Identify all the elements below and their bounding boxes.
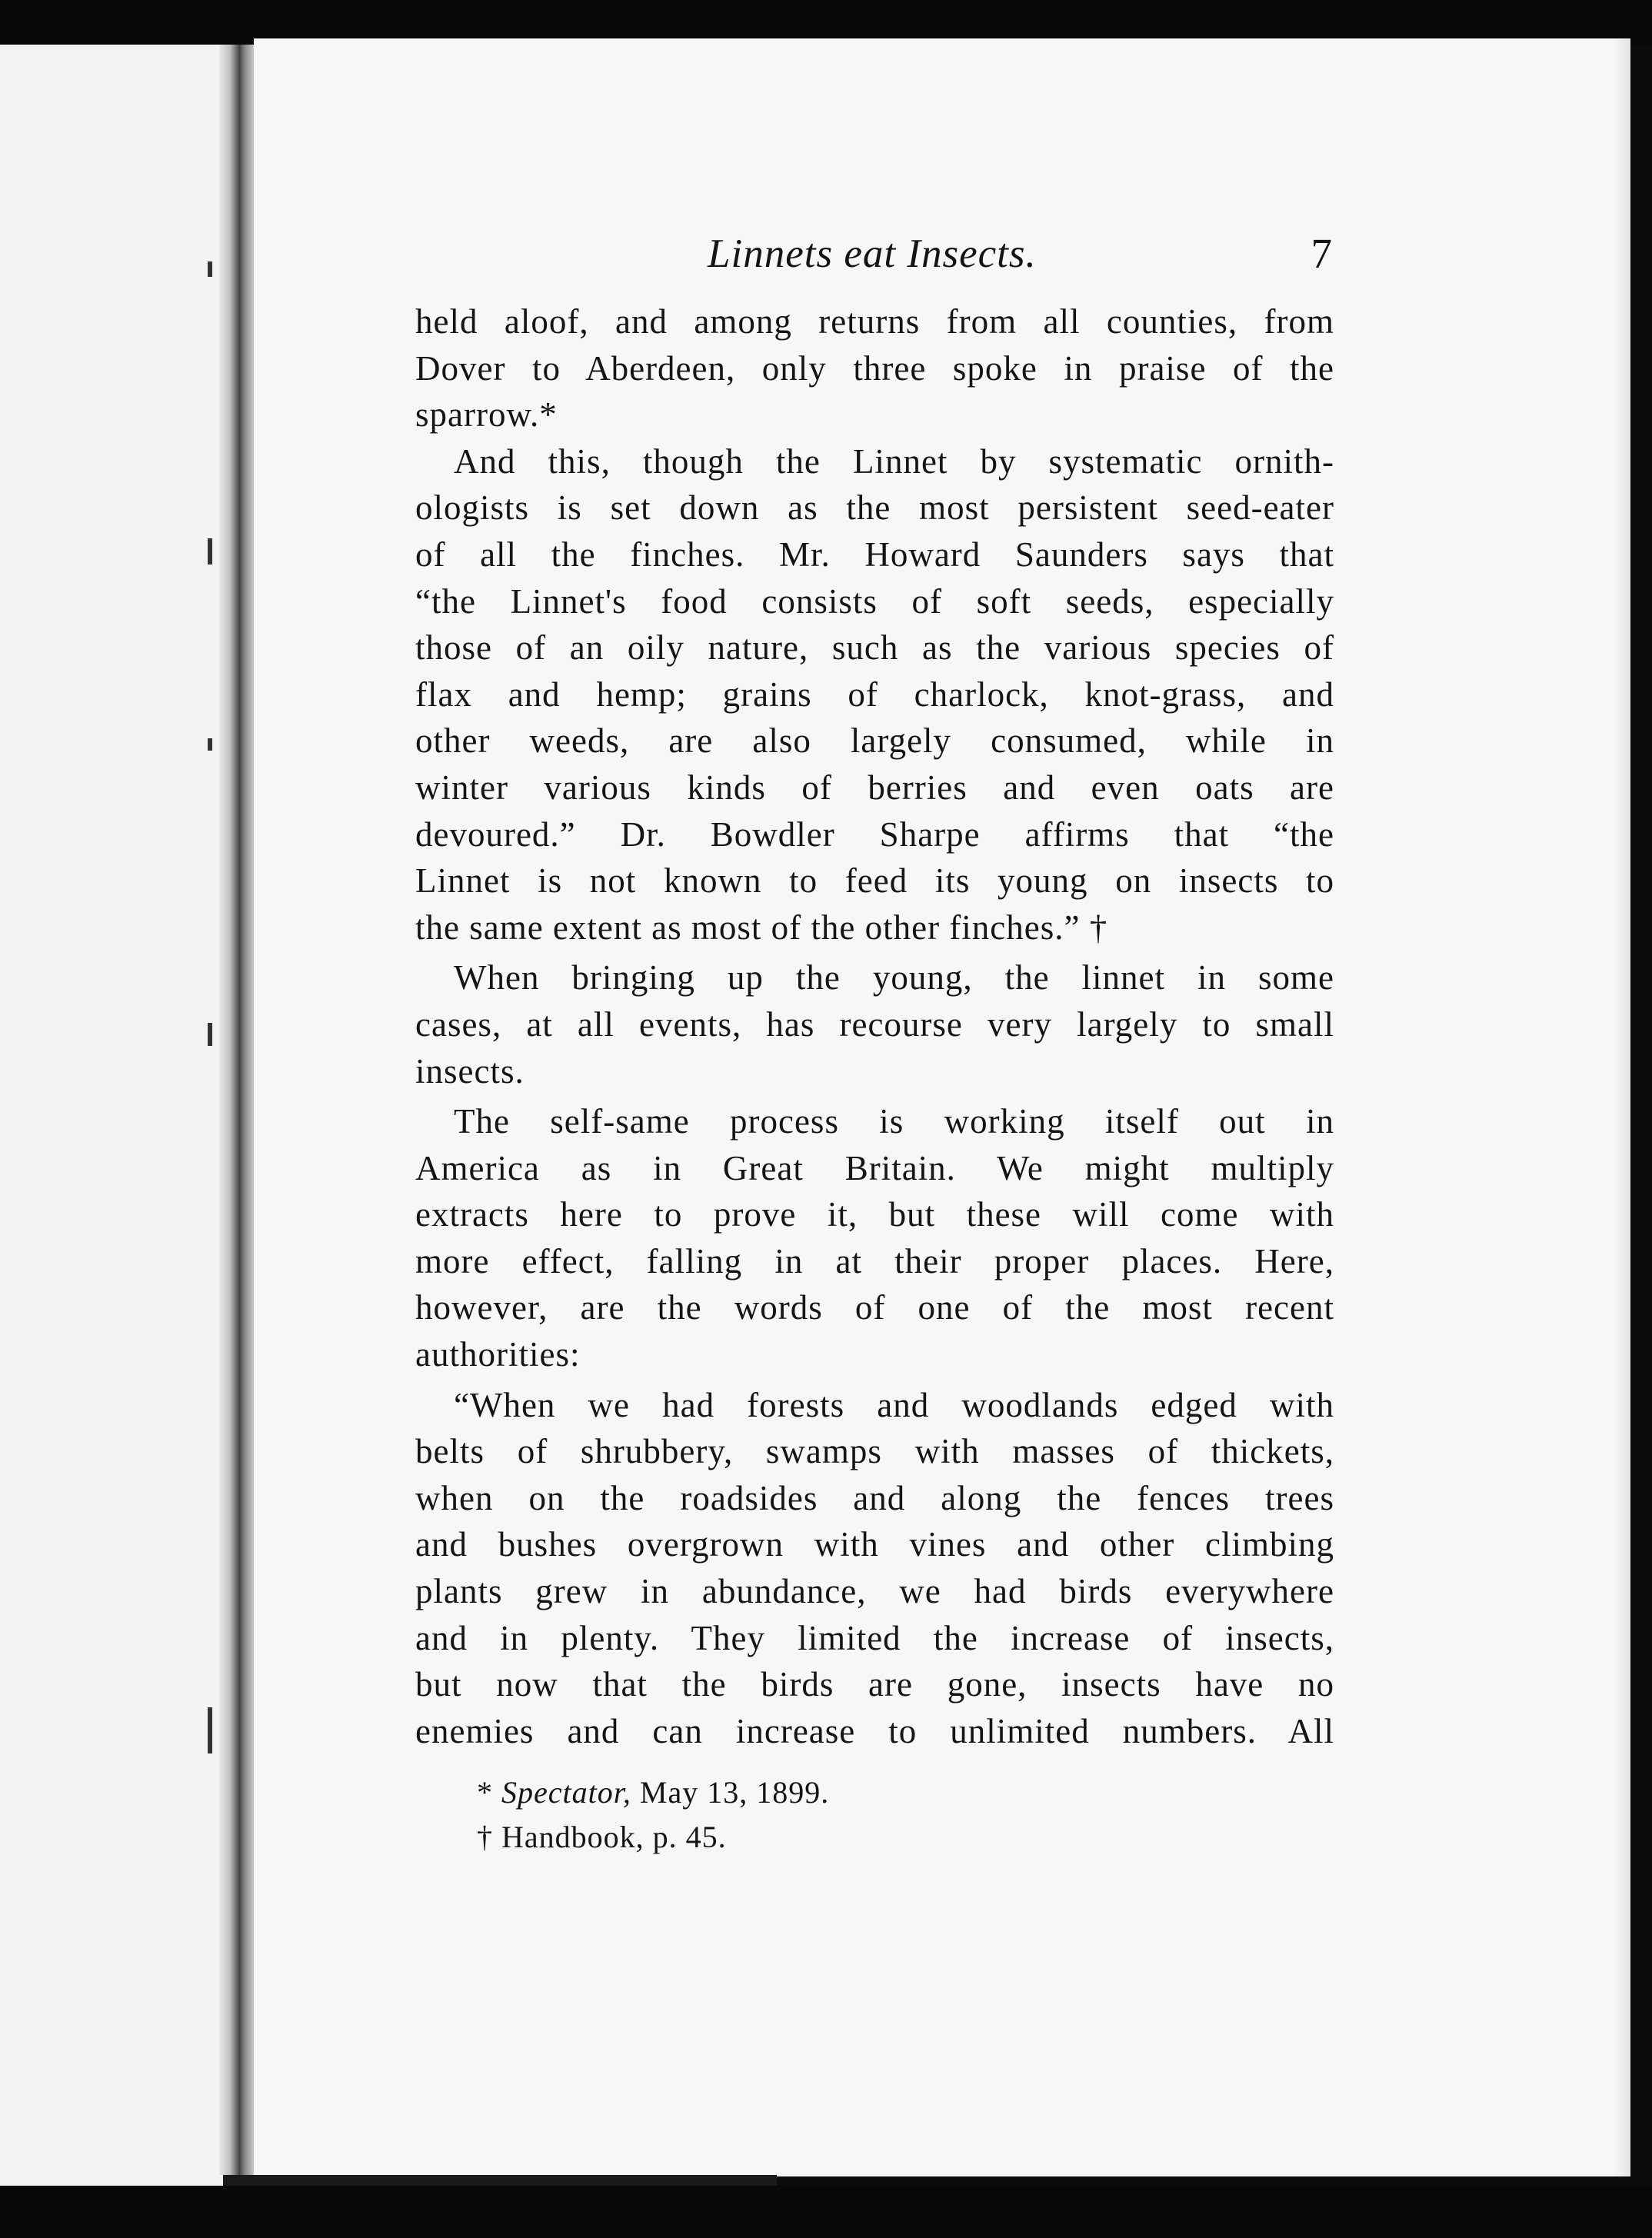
gutter-mark — [208, 538, 212, 564]
footnote-date: May 13, 1899. — [631, 1775, 830, 1810]
text-line: more effect, falling in at their proper places. Here, — [415, 1241, 1334, 1281]
text-line: extracts here to prove it, but these will come with — [415, 1195, 1334, 1234]
text-line: sparrow.* — [415, 395, 558, 435]
gutter-mark — [208, 261, 212, 277]
text-line: the same extent as most of the other finches.” † — [415, 908, 1108, 947]
text-line: devoured.” Dr. Bowdler Sharpe affirms that “the — [415, 814, 1334, 854]
text-line: “When we had forests and woodlands edged with — [454, 1385, 1334, 1424]
text-line: ologists is set down as the most persistent seed-eater — [415, 488, 1334, 528]
facing-page-edge — [0, 45, 254, 2221]
page-number: 7 — [1311, 230, 1332, 277]
footnote-title: Spectator, — [501, 1775, 631, 1810]
text-line: And this, though the Linnet by systematic ornith- — [454, 441, 1334, 481]
text-line: flax and hemp; grains of charlock, knot-grass, and — [415, 674, 1334, 714]
text-line: When bringing up the young, the linnet in some — [454, 958, 1334, 997]
text-line: “the Linnet's food consists of soft seeds, especially — [415, 581, 1334, 621]
gutter-mark — [208, 1023, 212, 1046]
text-line: authorities: — [415, 1335, 581, 1374]
gutter-mark — [208, 1707, 212, 1753]
text-line: The self-same process is working itself out in — [454, 1102, 1334, 1141]
footnotes — [477, 1770, 1169, 1860]
gutter-mark — [208, 738, 212, 751]
text-line: when on the roadsides and along the fences trees — [415, 1478, 1334, 1517]
text-line: plants grew in abundance, we had birds everywhere — [415, 1572, 1334, 1611]
text-line: Dover to Aberdeen, only three spoke in praise of the — [415, 348, 1334, 388]
text-line: Linnet is not known to feed its young on insects to — [415, 861, 1334, 901]
scan-border-bottom — [0, 2186, 1652, 2238]
book-gutter — [219, 45, 256, 2175]
text-line: enemies and can increase to unlimited numbers. All — [415, 1711, 1334, 1750]
footnote-spectator — [477, 1770, 1169, 1815]
text-line: of all the finches. Mr. Howard Saunders says that — [415, 535, 1334, 574]
footnote-marker: * — [477, 1775, 493, 1810]
body-text — [415, 298, 1334, 1754]
footnote-handbook: † Handbook, p. 45. — [477, 1820, 727, 1854]
text-line: other weeds, are also largely consumed, while in — [415, 721, 1334, 761]
text-line: and in plenty. They limited the increase of insects, — [415, 1618, 1334, 1657]
text-line: America as in Great Britain. We might multiply — [415, 1148, 1334, 1187]
text-line: and bushes overgrown with vines and other climbing — [415, 1525, 1334, 1564]
text-line: but now that the birds are gone, insects have no — [415, 1665, 1334, 1704]
text-line: held aloof, and among returns from all counties, from — [415, 302, 1334, 341]
book-spine-base — [223, 2175, 777, 2186]
text-line: winter various kinds of berries and even oats are — [415, 768, 1334, 807]
text-line: however, are the words of one of the most recent — [415, 1288, 1334, 1327]
text-line: those of an oily nature, such as the various species of — [415, 628, 1334, 668]
text-line: cases, at all events, has recourse very largely to small — [415, 1004, 1334, 1044]
text-line: insects. — [415, 1051, 525, 1091]
page-edge-shadow — [1614, 38, 1630, 2176]
text-line: belts of shrubbery, swamps with masses of thickets, — [415, 1432, 1334, 1471]
running-head: Linnets eat Insects. — [708, 231, 1037, 276]
